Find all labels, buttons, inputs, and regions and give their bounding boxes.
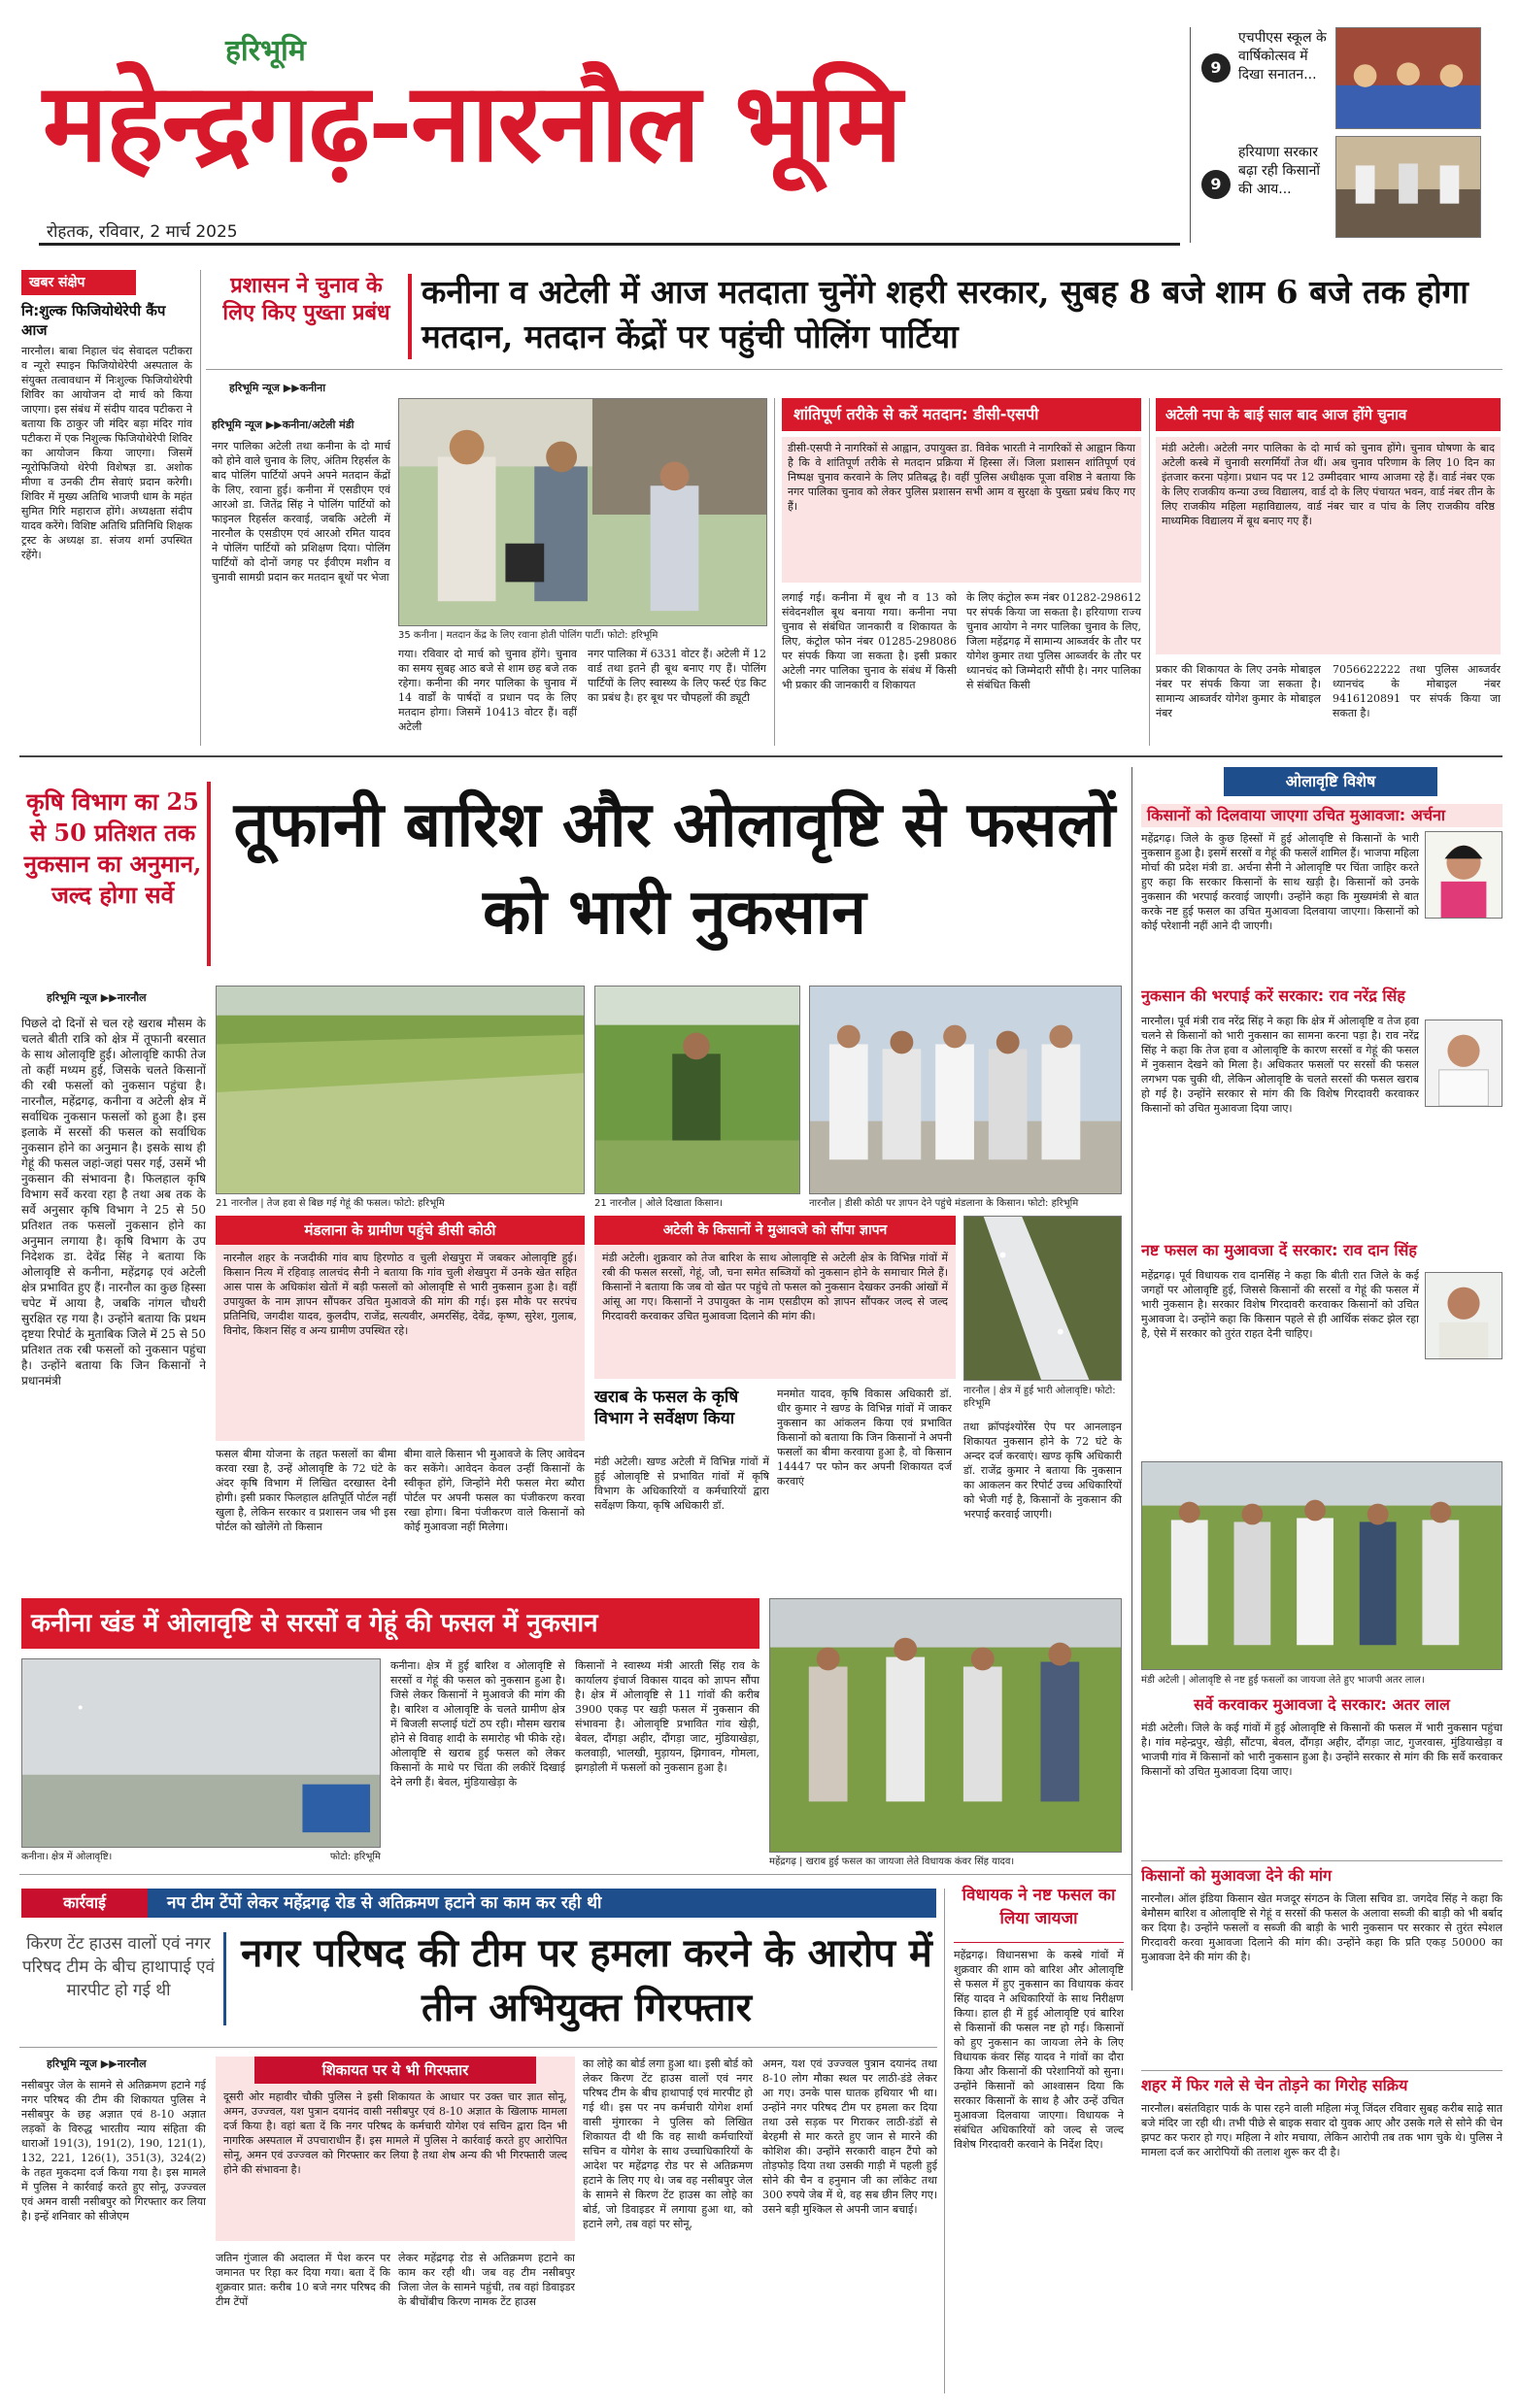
ateli-farmers-body: मंडी अटेली। शुक्रवार को तेज बारिश के साथ ओलावृष्टि से अटेली क्षेत्र के विभिन्न गांवों में रबी की फसल सरसों, गेहूं, जौ, चना समेत सब्जियों को नुकसान होने के समाचार मिले हैं। किसानों ने बताया कि जब वो खेत पर पहुंचे तो फसल को नुकसान देखकर उनकी आंखों में आंसू आ गए। किसानों ने उपायुक्त के नाम एसडीएम को ज्ञापन सौंपकर जल्द से जल्द गिरदावरी करवाकर उचित मुआवजा दिलाने की मांग की। xyxy=(602,1252,948,1322)
ateli-col-2: 7056622222 तथा पुलिस आब्जर्वर ध्यानचंद के मोबाइल नंबर 9416120891 पर संपर्क किया जा सकता है। xyxy=(1333,663,1501,719)
brand-logo: हरिभूमि xyxy=(225,34,306,68)
hail-col-b1: फसल बीमा योजना के तहत फसलों का बीमा करवा रखा है, उन्हें ओलावृष्टि के 72 घंटे के अंदर कृषि विभाग में लिखित दरखास्त देनी होगी। इसी प्रकार फिलहाल क्षतिपूर्ति पोर्टल नहीं खुला है, लेकिन सरकार व प्रशासन जब भी इस पोर्टल को खोलेंगे तो किसान xyxy=(216,1448,396,1533)
survey-col-2: मनमोत यादव, कृषि विकास अधिकारी डॉ. धीर कुमार ने खण्ड के विभिन्न गांवों में जाकर नुकसान का आंकलन किया एवं प्रभावित किसानों को बताया कि जिन किसानों ने अपनी फसलों का बीमा करवाया हुआ है, वो किसान 14447 पर फोन कर अपनी शिकायत दर्ज करवाएं xyxy=(777,1388,952,1488)
right-s3-title: नष्ट फसल का मुआवजा दें सरकार: राव दान सिंह xyxy=(1141,1241,1417,1259)
right-s6-body: नारनौल। बसंतविहार पार्क के पास रहने वाली महिला मंजू जिंदल रविवार सुबह करीब साढ़े सात बजे मंदिर जा रही थी। तभी पीछे से बाइक सवार दो युवक आए और उसके गले से सोने की चेन झपट कर फरार हो गए। महिला ने शोर मचाया, लेकिन आरोपी तब तक भाग चुके थे। पुलिस ने मामला दर्ज कर आरोपियों की तलाश शुरू कर दी है। xyxy=(1141,2102,1502,2158)
right-s2-body: नारनौल। पूर्व मंत्री राव नरेंद्र सिंह ने कहा कि क्षेत्र में ओलावृष्टि व तेज हवा चलने से किसानों को भारी नुकसान का सामना करना पड़ा है। राव नरेंद्र सिंह ने कहा कि तेज हवा व ओलावृष्टि के कारण सरसों व गेहूं की फसल में नुकसान देखने को मिला है। अधिकतर फसलों पर सरसों की फसल लगभग पक चुकी थी, लेकिन ओलावृष्टि के चलते सरसों की फसल खराब हो गई है। उन्होंने सरकार से मांग की कि विशेष गिरदावरी करवाकर किसानों को उचित मुआवजा दिया जाए। xyxy=(1141,1015,1419,1115)
archana-photo xyxy=(1425,831,1502,919)
hail-photo-3-caption: नारनौल | डीसी कोठी पर ज्ञापन देने पहुंचे मंडलाना के किसान। फोटो: हरिभूमि xyxy=(809,1198,1079,1209)
action-kicker: किरण टेंट हाउस वालों एवं नगर परिषद टीम के बीच हाथापाई एवं मारपीट हो गई थी xyxy=(22,1934,215,2000)
action-col-1: नसीबपुर जेल के सामने से अतिक्रमण हटाने गई नगर परिषद की टीम की शिकायत पुलिस ने नसीबपुर के छह अज्ञात एवं 8-10 अज्ञात लड़कों के विरुद्ध भारतीय न्याय संहिता की धाराओं 191(3), 191(2), 190, 121(1), 132, 221, 126(1), 351(3), 324(2) के तहत मुकदमा दर्ज किया गया है। इस मामले में पुलिस ने कार्रवाई करते हुए सोनू, उज्ज्वल एवं अमन वासी नसीबपुर को गिरफ्तार कर लिया है। इन्हें शनिवार को सीजेएम xyxy=(21,2079,206,2223)
election-col-3: नगर पालिका में 6331 वोटर हैं। अटेली में 12 वार्ड तथा इतने ही बूथ बनाए गए हैं। पोलिंग पार्टियों के लिए स्वास्थ्य के लिए फर्स्ट एंड किट का प्रबंध है। हर बूथ पर चौपहलों की ड्यूटी xyxy=(588,648,766,704)
masthead-title: महेन्द्रगढ़-नारनौल भूमि xyxy=(43,59,900,186)
right-section-label: ओलावृष्टि विशेष xyxy=(1224,767,1437,796)
teaser-1-text: एचपीएस स्कूल के वार्षिकोत्सव में दिखा सनातन... xyxy=(1238,30,1327,83)
brief-headline: नि:शुल्क फिजियोथेरेपी कैंप आज xyxy=(21,302,166,339)
action-col-2a: जतिन गुंजाल की अदालत में पेश करन पर जमानत पर रिहा कर दिया गया। बता दें कि शुक्रवार प्रात: करीब 10 बजे नगर परिषद की टीम टेंपों xyxy=(216,2252,390,2308)
right-s5-title: किसानों को मुआवजा देने की मांग xyxy=(1141,1866,1333,1885)
brief-label: खबर संक्षेप xyxy=(21,270,136,295)
right-s1-title: किसानों को दिलवाया जाएगा उचित मुआवजा: अर्चना xyxy=(1141,804,1502,827)
hail-photo-2 xyxy=(594,986,800,1194)
ateli-bar: अटेली नपा के बाई साल बाद आज होंगे चुनाव xyxy=(1156,398,1501,431)
action-col-3: का लोहे का बोर्ड लगा हुआ था। इसी बोर्ड को लेकर किरण टेंट हाउस वालों एवं नगर परिषद टीम के बीच हाथापाई एवं मारपीट हो गई थी। इस पर नप कर्मचारी योगेश शर्मा वासी मुंगारका ने पुलिस को लिखित शिकायत दी थी कि वह साथी कर्मचारियों सचिन व योगेश के साथ उच्चाधिकारियों के आदेश पर महेंद्रगढ़ रोड पर से अतिक्रमण हटाने के लिए गए थे। जब वह नसीबपुर जेल के सामने से किरण टेंट हाउस का लोहे का बोर्ड, जो डिवाइडर में लगाया हुआ था, को हटाने लगे, तब वहां पर सोनू, xyxy=(583,2057,753,2230)
action-col-4: अमन, यश एवं उज्ज्वल पुत्रान दयानंद तथा 8-10 लोग मौका स्थल पर लाठी-डंडे लेकर आ गए। उनके पास घातक हथियार भी था। उन्होंने नगर परिषद टीम पर हमला कर दिया तथा उसे सड़क पर गिराकर लाठी-डंडों से बेरहमी से मार करते हुए जान से मारने की कोशिश की। उन्होंने सरकारी वाहन टैंपो को तोड़फोड़ दिया तथा उसकी गाड़ी में पहली हुई सोने की चैन व हनुमान जी का लॉकेट तथा 300 रुपये जेब में थे, वह सब छीन लिए गए। उसने बड़ी मुश्किल से अपनी जान बचाई। xyxy=(762,2057,937,2216)
teaser-2-text: हरियाणा सरकार बढ़ा रही किसानों की आय... xyxy=(1238,145,1321,197)
action-col-2b: लेकर महेंद्रगढ़ रोड से अतिक्रमण हटाने का काम कर रही थी। जब वह टीम नसीबपुर जिला जेल के सामने पहुंची, तब वहां डिवाइडर के बीचोंबीच किरण नामक टेंट हाउस xyxy=(398,2252,575,2308)
peace-col-2: के लिए कंट्रोल रूम नंबर 01282-298612 पर संपर्क किया जा सकता है। हरियाणा राज्य चुनाव आयोग ने नगर पालिका चुनाव के लिए, जिला महेंद्रगढ़ में सामान्य आब्जर्वर के तौर पर योगेश कुमार तथा पुलिस आब्जर्वर के तौर पर ध्यानचंद को जिम्मेदारी सौंपी है। नगर पालिका से संबंधित किसी xyxy=(966,591,1141,691)
peace-lead: डीसी-एसपी ने नागरिकों से आह्वान, उपायुक्त डा. विवेक भारती ने नागरिकों से आह्वान किया है कि वे शांतिपूर्ण तरीके से मतदान प्रक्रिया में हिस्सा लें। जिला प्रशासन शांतिपूर्ण एवं निष्पक्ष चुनाव करवाने के लिए प्रतिबद्ध है। वहीं पुलिस अधीक्षक पूजा वशिष्ठ ने बताया कि नगर पालिका चुनाव को लेकर पुलिस प्रशासन सभी आम व सुरक्षा के पुख्ता प्रबंध किए गए हैं। xyxy=(782,437,1141,583)
election-headline: कनीना व अटेली में आज मतदाता चुनेंगे शहरी सरकार, सुबह 8 बजे शाम 6 बजे तक होगा मतदान, मतदान केंद्रों पर पहुंची पोलिंग पार्टिया xyxy=(422,273,1468,355)
atar-lal-photo-caption: मंडी अटेली | ओलावृष्टि से नष्ट हुई फसलों का जायजा लेते हुए भाजपी अतर लाल। xyxy=(1141,1675,1425,1686)
action-headline: नगर परिषद की टीम पर हमला करने के आरोप में तीन अभियुक्त गिरफ्तार xyxy=(241,1930,932,2030)
dateline: रोहतक, रविवार, 2 मार्च 2025 xyxy=(47,222,238,242)
survey-title: खराब के फसल के कृषि विभाग ने सर्वेक्षण किया xyxy=(594,1388,739,1428)
brief-body: नारनौल। बाबा निहाल चंद सेवादल पटीकरा व न्यूरो स्पाइन फिजियोथेरेपी अस्पताल के संयुक्त तत्वावधान में निःशुल्क फिजियोथेरेपी शिविर का आयोजन दो मार्च को किया जाएगा। इस संबंध में संदीप यादव पटीकरा ने बताया कि ठाकुर जी मंदिर बड़ा मंदिर गांव पटीकरा में एक निशुल्क फिजियोथेरेपी शिविर का आयोजन किया जाएगा। जिसमें न्यूरोफिजियो थेरेपी विशेषज्ञ डा. अशोक मीणा व उनकी टीम सेवाएं प्रदान करेगी। शिविर में मुख्य अतिथि भाजपी धाम के महंत सुमित गिरि महाराज होंगे। अध्यक्षता संदीप यादव करेंगे। विशिष्ट अतिथि प्रतिनिधि शिक्षक ट्रस्ट के अध्यक्ष डा. संजय शर्मा उपस्थित रहेंगे। xyxy=(21,345,192,561)
election-photo-caption: 35 कनीना | मतदान केंद्र के लिए रवाना होती पोलिंग पार्टी। फोटो: हरिभूमि xyxy=(398,630,658,641)
ateli-col-1: प्रकार की शिकायत के लिए उनके मोबाइल नंबर पर संपर्क किया जा सकता है। सामान्य आब्जर्वर योगेश कुमार के मोबाइल नंबर xyxy=(1156,663,1321,719)
teaser-1-photo xyxy=(1335,27,1481,129)
atar-lal-photo xyxy=(1141,1461,1502,1670)
survey-body: मंडी अटेली। खण्ड अटेली में विभिन्न गांवों में हुई ओलावृष्टि से प्रभावित गांवों में कृषि विभाग के अधिकारियों व कर्मचारियों द्वारा सर्वेक्षण किया, कृषि अधिकारी डॉ. xyxy=(594,1455,769,1512)
hail-headline: तूफानी बारिश और ओलावृष्टि से फसलों को भारी नुकसान xyxy=(233,788,1116,949)
mandlana-bar: मंडलाना के ग्रामीण पहुंचे डीसी कोठी xyxy=(216,1216,585,1245)
mandlana-body: नारनौल शहर के नजदीकी गांव बाघ हिरणोठ व चुली शेखपुरा में जबकर ओलावृष्टि हुई। किसान नित्य में रहिवाड़ लालचंद सैनी ने बताया कि गांव चुली शेखपुरा में उनके खेत सहित आस पास के अधिकांश खेतों में बड़ी फसलों को ओलावृष्टि से भारी नुकसान हुआ है। वहीं उपायुक्त के नाम ज्ञापन सौंपकर उचित मुआवजे की मांग की गई। इस मौके पर सरपंच प्रतिनिधि, जगदीश यादव, कुलदीप, राजेंद्र, सत्यवीर, अमरसिंह, देवेंद्र, कृष्ण, सुरेश, गुलाब, विनोद, किशन सिंह व अन्य ग्रामीण उपस्थित रहे। xyxy=(223,1252,577,1337)
hail-col-b2: बीमा वाले किसान भी मुआवजे के लिए आवेदन कर सकेंगे। आवेदन केवल उन्हीं किसानों के स्वीकृत होंगे, जिन्होंने मेरी फसल मेरा ब्यौरा पोर्टल पर अपनी फसल का पंजीकरण करवा रखा होगा। बिना पंजीकरण वाले किसानों को कोई मुआवजा नहीं मिलेगा। xyxy=(404,1448,585,1533)
hail-photo-2-caption: 21 नारनौल | ओले दिखाता किसान। xyxy=(594,1198,724,1209)
hail-photo-4-caption: नारनौल | क्षेत्र में हुई भारी ओलावृष्टि। फोटो: हरिभूमि xyxy=(963,1386,1116,1409)
hail-photo-4 xyxy=(963,1216,1122,1381)
mla-body: महेंद्रगढ़। विधानसभा के कस्बे गांवों में शुक्रवार की शाम को बारिश और ओलावृष्टि से फसल में हुए नुकसान का विधायक कंवर सिंह यादव ने अधिकारियों के साथ निरीक्षण किया। हाल ही में हुई ओलावृष्टि एवं बारिश से किसानों की फसल नष्ट हो गई। किसानों को हुए नुकसान का जायजा लेने के लिए विधायक कंवर सिंह यादव ने गांवों का दौरा किया और किसानों की परेशानियों को सुना। उन्होंने किसानों को आश्वासन दिया कि सरकार किसानों के साथ है और उन्हें उचित मुआवजा दिलवाया जाएगा। विधायक ने संबंधित अधिकारियों को जल्द से जल्द विशेष गिरदावरी करवाने के निर्देश दिए। xyxy=(954,1949,1124,2151)
action-strap: नप टीम टेंपों लेकर महेंद्रगढ़ रोड से अतिक्रमण हटाने का काम कर रही थी xyxy=(148,1889,936,1918)
kanina-photo xyxy=(21,1658,381,1848)
kanina-col-1: कनीना। क्षेत्र में हुई बारिश व ओलावृष्टि से सरसों व गेहूं की फसल को नुकसान हुआ है। जिसे लेकर किसानों ने मुआवजे की मांग की है। बारिश व ओलावृष्टि के चलते ग्रामीण क्षेत्र में बिजली सप्लाई घंटों ठप रही। मौसम खराब होने से विवाह शादी के समारोह भी फीके रहे। ओलावृष्टि से खराब हुई फसल को लेकर किसानों के माथे पर चिंता की लकीरें दिखाई देने लगी हैं। बेवल, मुंडियाखेड़ा के xyxy=(390,1659,565,1789)
hail-byline: हरिभूमि न्यूज ▶▶नारनौल xyxy=(47,991,147,1004)
narender-photo xyxy=(1425,1020,1502,1107)
right-s5-body: नारनौल। ऑल इंडिया किसान खेत मजदूर संगठन के जिला सचिव डा. जगदेव सिंह ने कहा कि बेमौसम बारिश व ओलावृष्टि से गेहूं व सरसों की फसल के अलावा सब्जी की बाड़ी को भी बर्बाद कर दिया है। उन्होंने फसलों व सब्जी की बाड़ी के भारी नुकसान पर सरकार से तुरंत स्पेशल गिरदावरी करवा मुआवजा दिलाने की मांग की। उन्होंने कहा कि प्रति एकड़ 50000 का मुआवजा देने की मांग की है। xyxy=(1141,1892,1502,1963)
teaser-2-photo xyxy=(1335,136,1481,238)
right-s2-title: नुकसान की भरपाई करें सरकार: राव नरेंद्र सिंह xyxy=(1141,987,1405,1005)
kanina-photo-caption: कनीना। क्षेत्र में ओलावृष्टि। xyxy=(21,1852,113,1862)
right-s3-body: महेंद्रगढ़। पूर्व विधायक राव दानसिंह ने कहा कि बीती रात जिले के कई जगहों पर ओलावृष्टि हुई, जिससे किसानों की सरसों व गेहूं की फसल में भारी नुकसान है। सरकार विशेष गिरदावरी करवाकर किसानों को उचित मुआवजा दे। उन्होंने कहा कि किसान पहले से ही आर्थिक संकट झेल रहा है, ऐसे में सरकार को तुरंत राहत देनी चाहिए। xyxy=(1141,1269,1419,1340)
survey-col-3: तथा क्रॉपइंश्योरेंस ऐप पर आनलाइन शिकायत नुकसान होने के 72 घंटे के अन्दर दर्ज करवाएं। खण्ड कृषि अधिकारी डॉ. राजेंद्र कुमार ने बताया कि नुकसान का आकलन कर रिपोर्ट उच्च अधिकारियों को भेजी गई है, किसानों के नुकसान की भरपाई करवाई जाएगी। xyxy=(963,1421,1122,1521)
ateli-body: मंडी अटेली। अटेली नगर पालिका के दो मार्च को चुनाव होंगे। चुनाव घोषणा के बाद अटेली कस्बे में चुनावी सरगर्मियाँ तेज थीं। अब चुनाव परिणाम के लिए 10 दिन का इंतजार करना पड़ेगा। प्रधान पद पर 12 उम्मीदवार भाग्य आजमा रहे हैं। वार्ड नंबर एक के लिए राजकीय कन्या उच्च विद्यालय, वार्ड दो के लिए पंचायत भवन, वार्ड नंबर तीन के लिए राजकीय महिला महाविद्यालय, वार्ड नंबर चार व पांच के लिए राजकीय वरिष्ठ माध्यमिक विद्यालय में बूथ बनाए गए हैं। xyxy=(1156,437,1501,654)
kanina-photo-2-caption: महेंद्रगढ़ | खराब हुई फसल का जायजा लेते विधायक कंवर सिंह यादव। xyxy=(769,1856,1015,1867)
action-sub-body: दूसरी ओर महावीर चौकी पुलिस ने इसी शिकायत के आधार पर उक्त चार ज्ञात सोनू, अमन, उज्ज्वल, यश पुत्रान दयानंद वासी नसीबपुर एवं 8-10 अज्ञात के खिलाफ मामला दर्ज किया है। वहां बता दें कि नगर परिषद के कर्मचारी योगेश एवं सचिन द्वारा दिन भी नागरिक अस्पताल में उपचाराधीन हैं। इस मामले में पुलिस ने कार्रवाई करते हुए आरोपित सोनू, अमन एवं उज्ज्वल को गिरफ्तार कर लिया है तथा शेष अन्य की भी गिरफ्तारी जल्द होने की संभावना है। xyxy=(223,2090,567,2176)
election-col-2: गया। रविवार दो मार्च को चुनाव होंगे। चुनाव का समय सुबह आठ बजे से शाम छह बजे तक रहेगा। कनीना की नगर पालिका के चुनाव में 14 वार्डों के पार्षदों व प्रधान पद के लिए मतदान होगा। जिसमें 10413 वोटर हैं। वहीं अटेली xyxy=(398,648,577,733)
hail-photo-1-caption: 21 नारनौल | तेज हवा से बिछ गई गेहूं की फसल। फोटो: हरिभूमि xyxy=(216,1198,445,1209)
election-col-1: नगर पालिका अटेली तथा कनीना के दो मार्च को होने वाले चुनाव के लिए, अंतिम रिहर्सल के बाद पोलिंग पार्टियों अपने अपने मतदान केंद्रों के लिए, रवाना हुई। कनीना में एसडीएम एवं आरओ डा. जितेंद्र सिंह ने पोलिंग पार्टियों को फाइनल रिहर्सल करवाई, जबकि अटेली में नारनौल के एसडीएम एवं आरओ रमित यादव ने पोलिंग पार्टियों को प्रशिक्षण दिया। पोलिंग पार्टियों को दोनों जगह पर ईवीएम मशीन व चुनावी सामग्री प्रदान कर मतदान बूथों पर भेजा xyxy=(212,440,390,584)
kanina-col-2: किसानों ने स्वास्थ्य मंत्री आरती सिंह राव के कार्यालय इंचार्ज विकास यादव को ज्ञापन सौंपा है। क्षेत्र में ओलावृष्टि से 11 गांवों की करीब 3900 एकड़ पर खड़ी फसल में नुकसान की संभावना है। ओलावृष्टि प्रभावित गांव खेड़ी, बेवल, दौंगड़ा अहीर, दौंगड़ा जाट, मुंडियाखेड़ा, कलवाड़ी, भालखी, मुड़ायन, झिगावन, गोमला, झगड़ोली में फसलों को नुकसान हुआ है। xyxy=(575,1659,760,1774)
election-kicker: प्रशासन ने चुनाव के लिए किए पुख्ता प्रबंध xyxy=(222,273,390,325)
peace-col-1: लगाई गई। कनीना में बूथ नौ व 13 को संवेदनशील बूथ बनाया गया। कनीना नपा चुनाव से संबंधित जानकारी व शिकायत के लिए, कंट्रोल फोन नंबर 01285-298086 पर संपर्क किया जा सकता है। इसी प्रकार अटेली नगर पालिका चुनाव के संबंध में किसी भी प्रकार की जानकारी व शिकायत xyxy=(782,591,957,691)
hail-body: पिछले दो दिनों से चल रहे खराब मौसम के चलते बीती रात्रि को क्षेत्र में तूफानी बरसात के साथ ओलावृष्टि हुई। ओलावृष्टि काफी तेज तो कहीं मध्यम हुई, जिसके चलते किसानों की रबी फसलों को नुकसान पहुंचा है। नारनौल, महेंद्रगढ़, कनीना व अटेली क्षेत्र में सर्वाधिक नुकसान फसलों को हुआ है। इस इलाके में सरसों की फसल को सर्वाधिक नुकसान होने का अनुमान है। इसके साथ ही गेहूं की फसल जहां-जहां पसर गई, उसमें भी नुकसान की संभावना है। फिलहाल कृषि विभाग सर्वे करवा रहा है तथा अब तक के सर्वे अनुसार कृषि विभाग ने 25 से 50 प्रतिशत तक फसलों नुकसान होने का अनुमान लगाया है। कृषि विभाग के उप निदेशक डा. देवेंद्र सिंह ने बताया कि ओलावृष्टि से कनीना, महेंद्रगढ़ एवं अटेली क्षेत्र प्रभावित हुए हैं। नारनौल का कुछ हिस्सा चपेट में आया है, जबकि नांगल चौधरी सुरक्षित रह गया है। उन्होंने बताया कि प्रथम दृष्टया रिपोर्ट के मुताबिक जिले में 25 से 50 प्रतिशत तक रबी फसलों को नुकसान पहुंचा है। उन्होंने बताया कि जिन किसानों ने प्रधानमंत्री xyxy=(21,1017,206,1388)
election-byline-2: हरिभूमि न्यूज ▶▶कनीना/अटेली मंडी xyxy=(212,418,354,431)
mla-title: विधायक ने नष्ट फसल का लिया जायजा xyxy=(962,1886,1116,1928)
teaser-2-page: 9 xyxy=(1201,170,1231,199)
right-s4-body: मंडी अटेली। जिले के कई गांवों में हुई ओलावृष्टि से किसानों की फसल में भारी नुकसान पहुंचा है। गांव महेन्द्रपुर, खेड़ी, सौंटपा, बेवल, दौंगड़ा अहीर, दौंगड़ा जाट, गुजरवास, मुंडियाखेड़ा व भाजपी गांव में किसानों को भारी नुकसान हुआ है। उन्होंने सरकार से मांग की कि सर्वे करवाकर किसानों को उचित मुआवजा दिया जाए। xyxy=(1141,1722,1502,1778)
election-photo xyxy=(398,398,767,626)
right-s6-title: शहर में फिर गले से चेन तोड़ने का गिरोह सक्रिय xyxy=(1141,2076,1408,2094)
action-byline: हरिभूमि न्यूज ▶▶नारनौल xyxy=(47,2057,147,2070)
hail-photo-1 xyxy=(216,986,585,1194)
right-s1-body: महेंद्रगढ़। जिले के कुछ हिस्सों में हुई ओलावृष्टि से किसानों के भारी नुकसान हुआ है। इसमें सरसों व गेहूं की फसलें शामिल हैं। भाजपा महिला मोर्चा की प्रदेश मंत्री डा. अर्चना सैनी ने ओलावृष्टि पर चिंता जाहिर करते हुए कहा कि सरकार किसानों के साथ खड़ी है। किसानों को उनके नुकसान की भरपाई करवाई जाएगी। उन्होंने कहा कि मुख्यमंत्री से बात करके नष्ट हुई फसल का उचित मुआवजा दिलवाया जाएगा। किसानों को कोई परेशानी नहीं आने दी जाएगी। xyxy=(1141,832,1419,932)
peace-bar: शांतिपूर्ण तरीके से करें मतदान: डीसी-एसपी xyxy=(782,398,1141,431)
hail-photo-3 xyxy=(809,986,1122,1194)
kanina-photo-2 xyxy=(769,1598,1122,1853)
election-byline-1: हरिभूमि न्यूज ▶▶कनीना xyxy=(229,382,326,394)
action-label: कार्रवाई xyxy=(21,1889,148,1918)
daan-singh-photo xyxy=(1425,1272,1502,1359)
kanina-bar: कनीना खंड में ओलावृष्टि से सरसों व गेहूं की फसल में नुकसान xyxy=(21,1598,760,1649)
action-sub-bar: शिकायत पर ये भी गिरफ्तार xyxy=(254,2057,536,2084)
hail-kicker: कृषि विभाग का 25 से 50 प्रतिशत तक नुकसान का अनुमान, जल्द होगा सर्वे xyxy=(23,787,202,909)
ateli-farmers-bar: अटेली के किसानों ने मुआवजे को सौंपा ज्ञापन xyxy=(594,1216,956,1245)
teaser-1-page: 9 xyxy=(1201,53,1231,83)
right-s4-title: सर्वे करवाकर मुआवजा दे सरकार: अतर लाल xyxy=(1194,1695,1450,1714)
kanina-photo-credit: फोटो: हरिभूमि xyxy=(329,1852,381,1862)
